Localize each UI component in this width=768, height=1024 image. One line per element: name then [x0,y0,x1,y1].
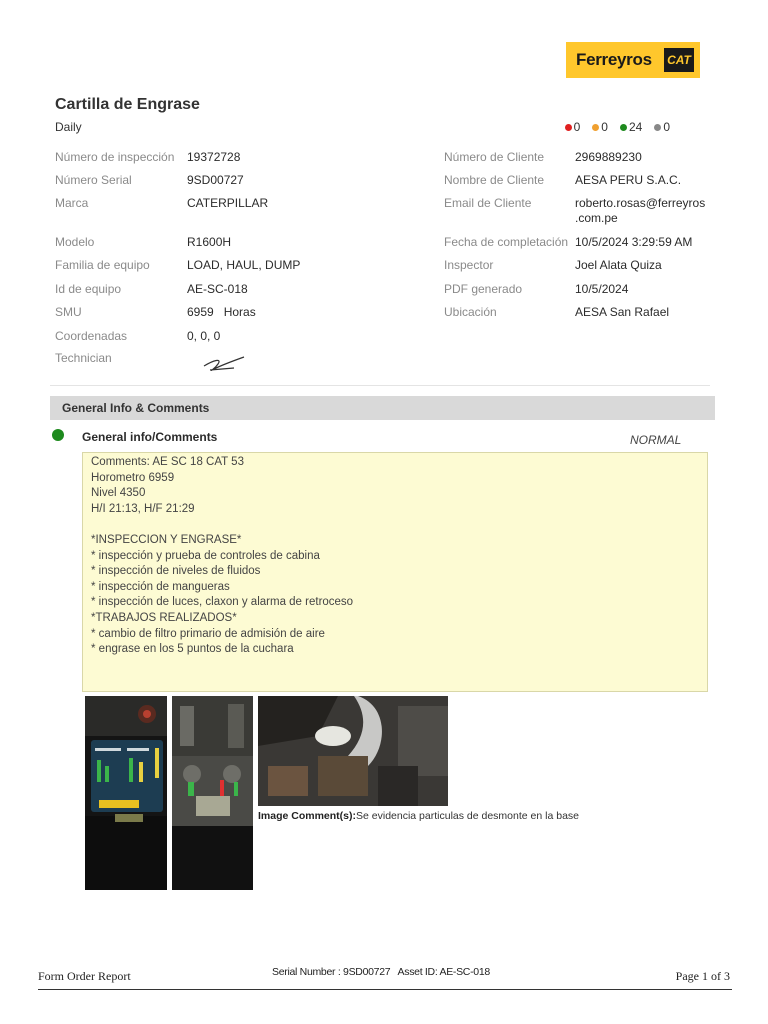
model-label: Modelo [55,235,95,249]
equipment-id-value: AE-SC-018 [187,282,248,296]
inspection-number-value: 19372728 [187,150,241,164]
smu-value: 6959 Horas [187,305,256,319]
client-email-value: roberto.rosas@ferreyros [575,196,706,210]
footer-report-name: Form Order Report [38,969,131,983]
section-header [50,396,715,420]
orange-dot-icon [592,124,599,131]
completion-date-value: 10/5/2024 3:29:59 AM [575,235,693,249]
technician-signature [200,352,248,374]
divider [50,385,710,386]
red-dot-icon [565,124,572,131]
photo-monitor-screen-image [85,696,167,890]
comment-line: * cambio de filtro primario de admisión de aire [91,627,325,640]
comment-line: *TRABAJOS REALIZADOS* [91,611,237,624]
comment-line: H/I 21:13, H/F 21:29 [91,502,195,515]
footer-divider [38,989,732,990]
client-name-value: AESA PERU S.A.C. [575,173,682,187]
count-critical [565,120,581,134]
status-dot-icon [52,429,64,441]
page-subtitle: Daily [55,120,82,134]
image-comment-text: Se evidencia particulas de desmonte en la base [356,810,579,822]
comment-line [91,517,699,533]
technician-label: Technician [55,351,112,365]
serial-number-value: 9SD00727 [187,173,244,187]
brand-label: Marca [55,196,89,210]
comment-line: * inspección y prueba de controles de cabina [91,549,320,562]
comment-box [82,452,708,692]
equipment-family-value: LOAD, HAUL, DUMP [187,258,301,272]
completion-date-label: Fecha de completación [444,235,569,249]
client-name-label: Nombre de Cliente [444,173,545,187]
brand-value: CATERPILLAR [187,196,269,210]
footer-page-number: Page 1 of 3 [675,969,730,983]
client-number-label: Número de Cliente [444,150,545,164]
comment-line: Horometro 6959 [91,471,175,484]
page-title: Cartilla de Engrase [55,96,200,113]
comment-line: Nivel 4350 [91,487,146,500]
inspection-number-label: Número de inspección [55,150,175,164]
pdf-generated-label: PDF generado [444,282,523,296]
green-dot-icon [620,124,627,131]
count-warning-value: 0 [601,120,608,134]
coordinates-label: Coordenadas [55,329,128,343]
count-warning [592,120,608,134]
equipment-id-label: Id de equipo [55,282,122,296]
client-email-label: Email de Cliente [444,196,532,210]
count-na-value: 0 [663,120,670,134]
logo-text: Ferreyros [576,50,652,69]
comment-line: * inspección de niveles de fluidos [91,565,261,578]
coordinates-value: 0, 0, 0 [187,329,221,343]
client-number-value: 2969889230 [575,150,642,164]
footer-serial-asset: Serial Number : 9SD00727 Asset ID: AE-SC-018 [272,966,490,978]
cat-badge: CAT [664,48,694,72]
status-counts [565,120,670,134]
comment-line: * engrase en los 5 puntos de la cuchara [91,643,294,656]
gray-dot-icon [654,124,661,131]
serial-number-label: Número Serial [55,173,132,187]
count-critical-value: 0 [573,120,581,134]
count-normal [620,120,642,134]
client-email-value-cont: .com.pe [575,211,618,225]
pdf-generated-value: 10/5/2024 [575,282,629,296]
photo-engine-area-image [258,696,448,806]
section-title: General Info & Comments [62,401,210,415]
comment-line: Comments: AE SC 18 CAT 53 [91,456,244,468]
inspector-value: Joel Alata Quiza [575,258,662,272]
image-comment [258,810,579,822]
comment-line: *INSPECCION Y ENGRASE* [91,533,242,546]
item-status: NORMAL [630,433,682,447]
count-na [654,120,670,134]
equipment-family-label: Familia de equipo [55,258,150,272]
location-value: AESA San Rafael [575,305,670,319]
smu-label: SMU [55,305,82,319]
photo-dashboard[interactable] [172,696,253,890]
comment-line: * inspección de luces, claxon y alarma de retroceso [91,596,354,609]
ferreyros-cat-logo [566,42,700,78]
image-comment-label: Image Comment(s): [258,810,357,822]
photo-engine-area[interactable] [258,696,448,806]
item-title: General info/Comments [82,430,218,444]
comment-line: * inspección de mangueras [91,580,230,593]
model-value: R1600H [187,235,232,249]
inspector-label: Inspector [444,258,494,272]
location-label: Ubicación [444,305,497,319]
photo-monitor-screen[interactable] [85,696,167,890]
photo-dashboard-image [172,696,253,890]
count-normal-value: 24 [628,120,643,134]
